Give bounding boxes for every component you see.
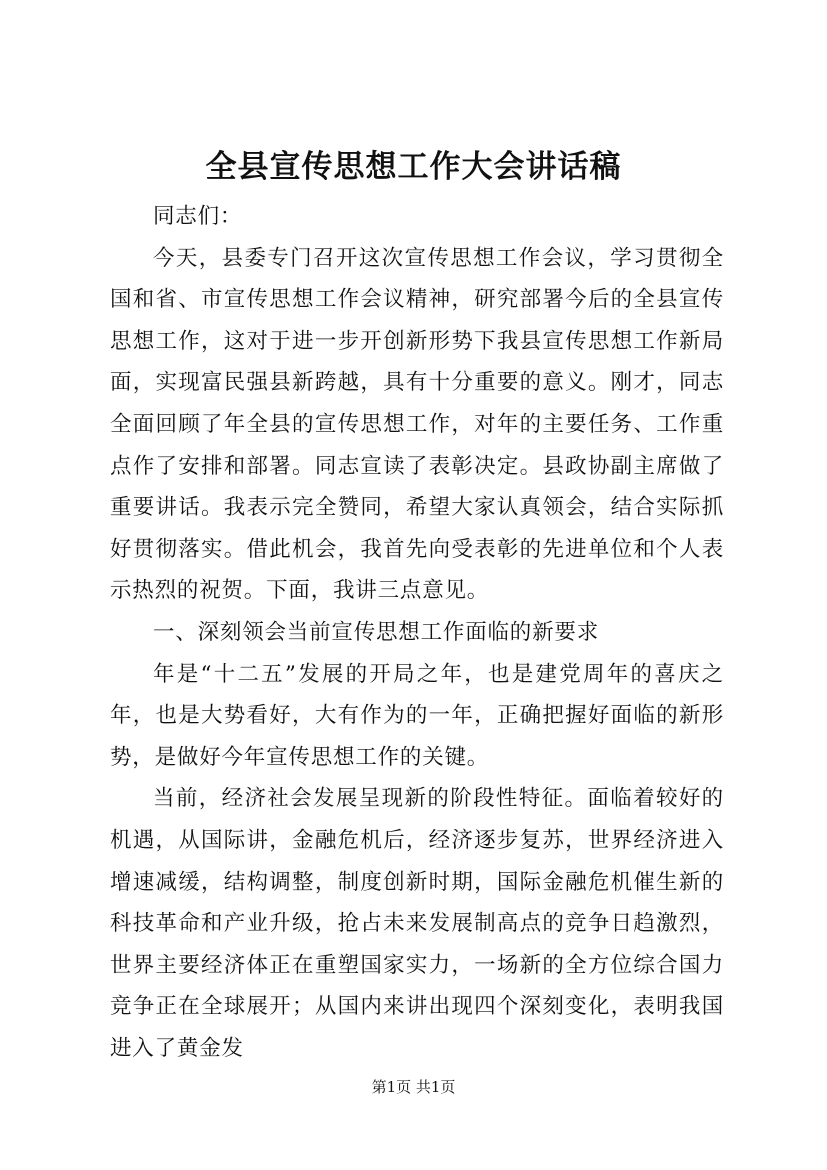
body-paragraph: 年是“十二五”发展的开局之年，也是建党周年的喜庆之年，也是大势看好，大有作为的一年，正确把握好面临的新形势，是做好今年宣传思想工作的关键。 [110,661,724,770]
section-heading: 一、深刻领会当前宣传思想工作面临的新要求 [153,619,600,645]
document-title: 全县宣传思想工作大会讲话稿 [205,149,622,185]
body-paragraph: 当前，经济社会发展呈现新的阶段性特征。面临着较好的机遇，从国际讲，金融危机后，经济逐步复苏，世界经济进入增速减缓，结构调整，制度创新时期，国际金融危机催生新的科技革命和产业升级，抢占未来发展制高点的竞争日趋激烈，世界主要经济体正在重塑国家实力，一场新的全方位综合国力竞争正在全球展开；从国内来讲出现四个深刻变化，表明我国进入了黄金发 [110,786,724,1061]
document-body [110,196,724,1069]
salutation-paragraph: 同志们： [153,204,243,229]
opening-paragraph: 今天，县委专门召开这次宣传思想工作会议，学习贯彻全国和省、市宣传思想工作会议精神，研究部署今后的全县宣传思想工作，这对于进一步开创新形势下我县宣传思想工作新局面，实现富民强县新跨越，具有十分重要的意义。刚才，同志全面回顾了年全县的宣传思想工作，对年的主要任务、工作重点作了安排和部署。同志宣读了表彰决定。县政协副主席做了重要讲话。我表示完全赞同，希望大家认真领会，结合实际抓好贯彻落实。借此机会，我首先向受表彰的先进单位和个人表示热烈的祝贺。下面，我讲三点意见。 [110,245,724,604]
page-number-footer: 第1页 共1页 [371,1078,456,1096]
